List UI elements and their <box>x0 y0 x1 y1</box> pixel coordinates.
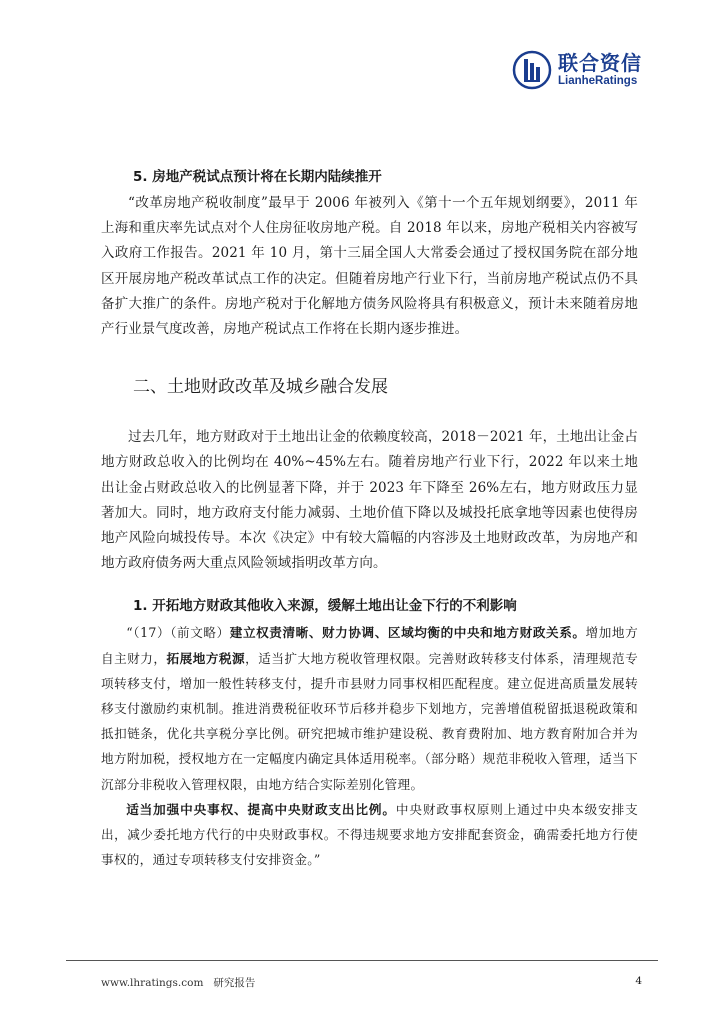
lianhe-logo-icon <box>512 50 552 90</box>
logo-en-text: LianheRatings <box>558 74 638 87</box>
footer-divider <box>66 960 658 961</box>
footer-left <box>101 975 255 990</box>
quote-text-1: 增加地方自主财力， <box>101 625 638 666</box>
section5-paragraph: “改革房地产税收制度”最早于 2006 年被列入《第十一个五年规划纲要》，2011 年上海和重庆率先试点对个人住房征收房地产税。自 2018 年以来，房地产税相关内容被写入政府工作报告。2021 年 10 月，第十三届全国人大常委会通过了授权国务院在部分地区开展房地产税改革试点工作的决定。但随着房地产行业下行，当前房地产税试点仍不具备扩大推广的条件。房地产税对于化解地方债务风险将具有积极意义，预计未来随着房地产行业景气度改善，房地产税试点工作将在长期内逐步推进。 <box>101 195 638 338</box>
page-footer <box>101 975 642 990</box>
quote-open: “（17）（前文略） <box>126 625 230 641</box>
section1-heading: 1. 开拓地方财政其他收入来源，缓解土地出让金下行的不利影响 <box>133 598 517 615</box>
quote-paragraph-1 <box>101 620 638 796</box>
quote-bold-2: 拓展地方税源 <box>166 650 246 666</box>
document-body <box>101 165 638 872</box>
section5-heading: 5. 房地产税试点预计将在长期内陆续推开 <box>133 169 382 185</box>
logo-cn-text: 联合资信 <box>558 50 642 75</box>
footer-label: 研究报告 <box>213 977 256 989</box>
page-number: 4 <box>635 975 642 987</box>
quote-text-3: 中央财政事权原则上通过中央本级安排支出，减少委托地方代行的中央财政事权。不得违规要求地方安排配套资金，确需委托地方行使事权的，通过专项转移支付安排资金。” <box>101 801 638 868</box>
quote-bold-3: 适当加强中央事权、提高中央财政支出比例。 <box>126 801 396 817</box>
part2-heading: 二、土地财政改革及城乡融合发展 <box>133 377 388 398</box>
quote-bold-1: 建立权责清晰、财力协调、区域均衡的中央和地方财政关系。 <box>229 625 586 641</box>
footer-site-link[interactable]: www.lhratings.com <box>101 977 204 989</box>
quote-paragraph-2 <box>101 797 638 873</box>
brand-logo <box>512 50 642 90</box>
quote-text-2: ，适当扩大地方税收管理权限。完善财政转移支付体系，清理规范专项转移支付，增加一般性转移支付，提升市县财力同事权相匹配程度。建立促进高质量发展转移支付激励约束机制。推进消费税征收环节后移并稳步下划地方，完善增值税留抵退税政策和抵扣链条，优化共享税分享比例。研究把城市维护建设税、教育费附加、地方教育附加合并为地方附加税，授权地方在一定幅度内确定具体适用税率。（部分略）规范非税收入管理，适当下沉部分非税收入管理权限，由地方结合实际差别化管理。 <box>101 650 639 792</box>
part2-paragraph: 过去几年，地方财政对于土地出让金的依赖度较高，2018－2021 年，土地出让金占地方财政总收入的比例均在 40%~45%左右。随着房地产行业下行，2022 年以来土地出让金占财政总收入的比例显著下降，并于 2023 年下降至 26%左右，地方财政压力显著加大。同时，地方政府支付能力减弱、土地价值下降以及城投托底拿地等因素也使得房地产风险向城投传导。本次《决定》中有较大篇幅的内容涉及土地财政改革，为房地产和地方政府债务两大重点风险领域指明改革方向。 <box>101 429 638 572</box>
